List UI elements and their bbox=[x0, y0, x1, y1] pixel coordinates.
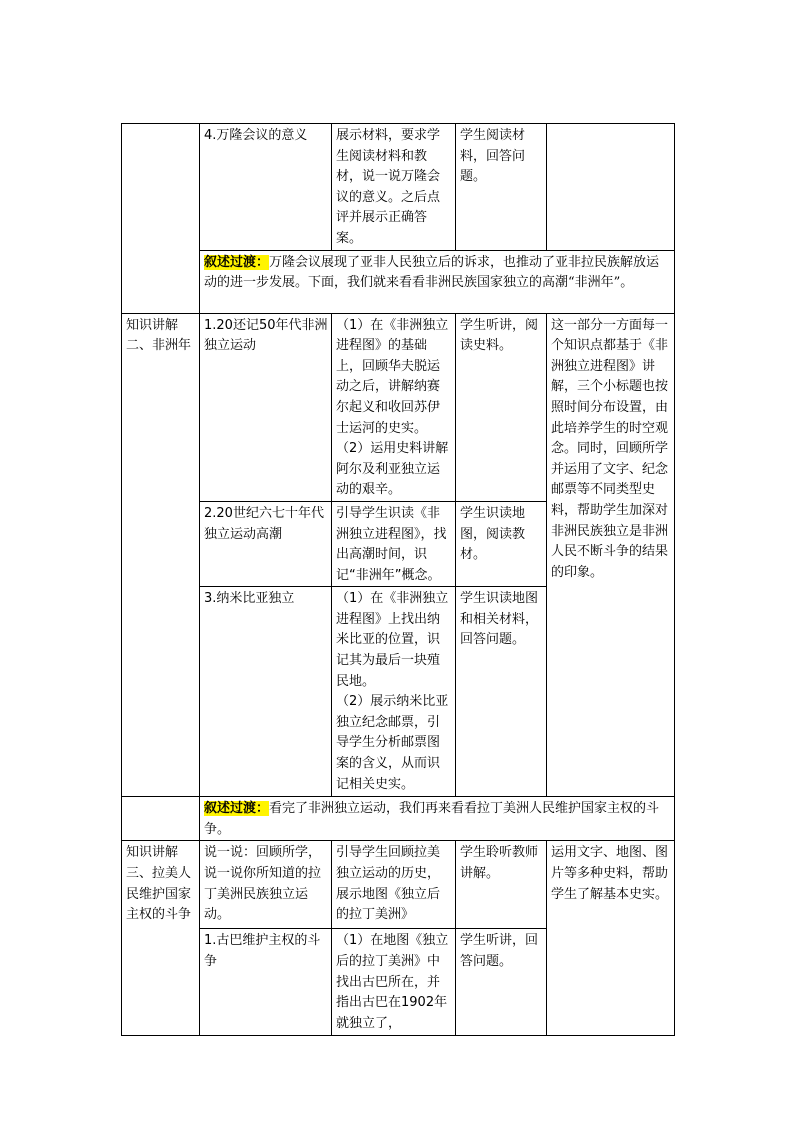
content-cell: 4.万隆会议的意义 bbox=[200, 124, 332, 251]
section-cell: 知识讲解三、拉美人民维护国家主权的斗争 bbox=[122, 841, 200, 1036]
content-cell: 1.20还记50年代非洲独立运动 bbox=[200, 313, 332, 501]
transition-cell bbox=[200, 250, 675, 313]
design-intent-cell bbox=[547, 124, 675, 251]
design-intent-cell: 这一部分一方面每一个知识点都基于《非洲独立进程图》讲解，三个小标题也按照时间分布设置，由此培养学生的时空观念。同时，回顾所学并运用了文字、纪念邮票等不同类型史料，帮助学生加深对非洲民族独立是非洲人民不断斗争的结果的印象。 bbox=[547, 313, 675, 797]
transition-cell bbox=[200, 797, 675, 841]
section-cell-continued bbox=[122, 124, 200, 314]
table-row bbox=[122, 124, 675, 251]
student-activity-cell: 学生阅读材料，回答问题。 bbox=[456, 124, 547, 251]
teacher-activity-cell: （1）在地图《独立后的拉丁美洲》中找出古巴所在，并指出古巴在1902年就独立了， bbox=[332, 929, 456, 1036]
student-activity-cell: 学生识读地图和相关材料，回答问题。 bbox=[456, 587, 547, 797]
content-cell: 2.20世纪六七十年代独立运动高潮 bbox=[200, 501, 332, 586]
table-row bbox=[122, 841, 675, 929]
student-activity-cell: 学生听讲，阅读史料。 bbox=[456, 313, 547, 501]
table-row bbox=[122, 313, 675, 501]
transition-text: 看完了非洲独立运动，我们再来看看拉丁美洲人民维护国家主权的斗争。 bbox=[204, 801, 660, 837]
teacher-activity-cell: 引导学生回顾拉美独立运动的历史，展示地图《独立后的拉丁美洲》 bbox=[332, 841, 456, 929]
section-cell-continued bbox=[122, 797, 200, 841]
lesson-plan-table bbox=[121, 123, 675, 1036]
content-cell: 1.古巴维护主权的斗争 bbox=[200, 929, 332, 1036]
section-cell: 知识讲解二、非洲年 bbox=[122, 313, 200, 797]
transition-label: 叙述过渡： bbox=[204, 801, 270, 817]
transition-row bbox=[122, 797, 675, 841]
student-activity-cell: 学生识读地图，阅读教材。 bbox=[456, 501, 547, 586]
transition-text: 万隆会议展现了亚非人民独立后的诉求，也推动了亚非拉民族解放运动的进一步发展。下面，我们就来看看非洲民族国家独立的高潮“非洲年”。 bbox=[204, 254, 660, 291]
transition-label: 叙述过渡： bbox=[204, 254, 270, 270]
teacher-activity-cell: （1）在《非洲独立进程图》上找出纳米比亚的位置，识记其为最后一块殖民地。 （2）展示纳米比亚独立纪念邮票，引导学生分析邮票图案的含义，从而识记相关史实。 bbox=[332, 587, 456, 797]
transition-row bbox=[122, 250, 675, 313]
teacher-activity-cell: （1）在《非洲独立进程图》的基础上，回顾华夫脱运动之后，讲解纳赛尔起义和收回苏伊士运河的史实。 （2）运用史料讲解阿尔及利亚独立运动的艰辛。 bbox=[332, 313, 456, 501]
teacher-activity-cell: 展示材料，要求学生阅读材料和教材，说一说万隆会议的意义。之后点评并展示正确答案。 bbox=[332, 124, 456, 251]
student-activity-cell: 学生听讲，回答问题。 bbox=[456, 929, 547, 1036]
content-cell: 说一说：回顾所学，说一说你所知道的拉丁美洲民族独立运动。 bbox=[200, 841, 332, 929]
content-cell: 3.纳米比亚独立 bbox=[200, 587, 332, 797]
teacher-activity-cell: 引导学生识读《非洲独立进程图》，找出高潮时间，识记“非洲年”概念。 bbox=[332, 501, 456, 586]
student-activity-cell: 学生聆听教师讲解。 bbox=[456, 841, 547, 929]
design-intent-cell: 运用文字、地图、图片等多种史料，帮助学生了解基本史实。 bbox=[547, 841, 675, 1036]
